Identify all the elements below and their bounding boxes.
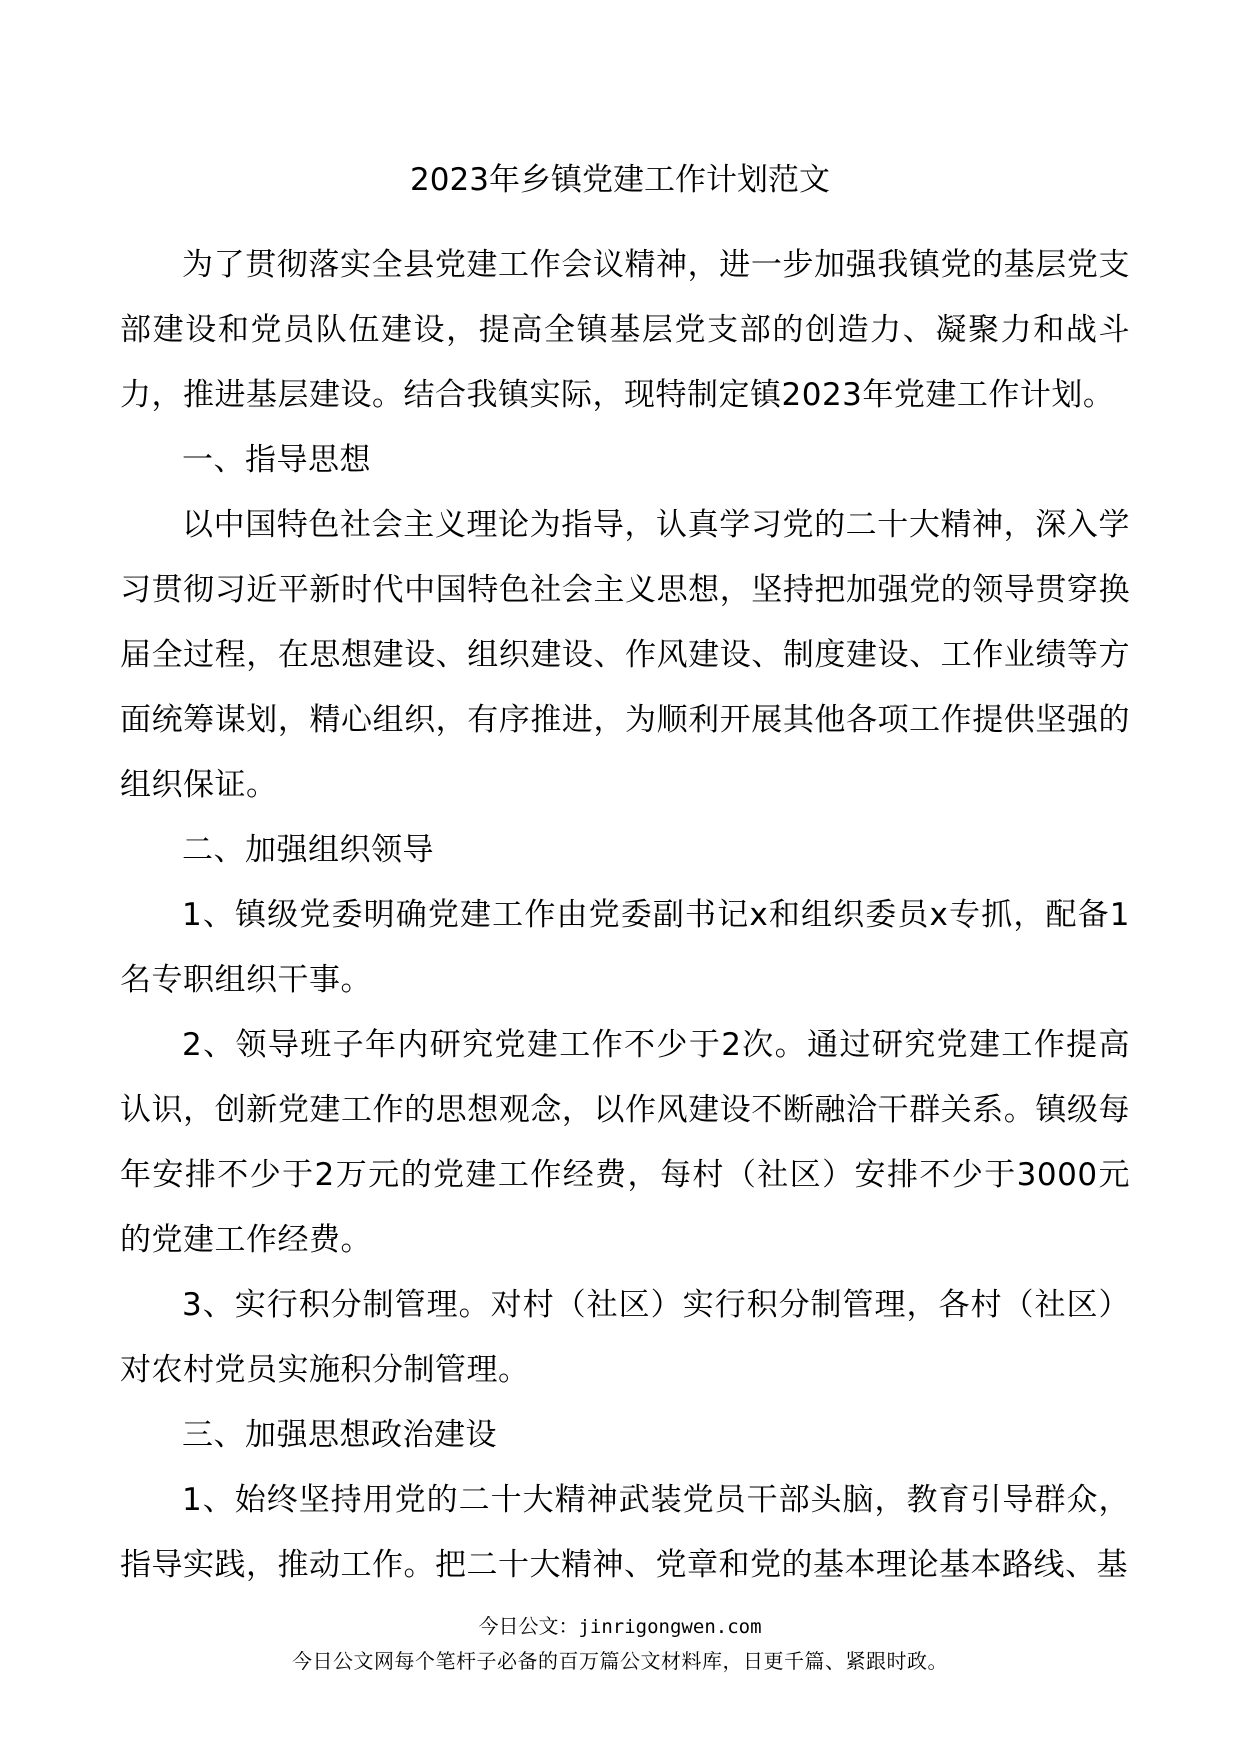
footer-source-link[interactable]: jinrigongwen.com [578, 1616, 762, 1638]
leadership-item-1: 1、镇级党委明确党建工作由党委副书记x和组织委员x专抓，配备1名专职组织干事。 [120, 897, 1130, 998]
ideological-item-1: 1、始终坚持用党的二十大精神武装党员干部头脑，教育引导群众，指导实践，推动工作。把二十大精神、党章和党的基本理论基本路线、基 [120, 1482, 1130, 1583]
section-heading-organizational-leadership: 二、加强组织领导 [182, 832, 434, 868]
footer-tagline: 今日公文网每个笔杆子必备的百万篇公文材料库，日更千篇、紧跟时政。 [292, 1649, 948, 1673]
guiding-thought-paragraph: 以中国特色社会主义理论为指导，认真学习党的二十大精神，深入学习贯彻习近平新时代中国特色社会主义思想，坚持把加强党的领导贯穿换届全过程，在思想建设、组织建设、作风建设、制度建设、工作业绩等方面统筹谋划，精心组织，有序推进，为顺利开展其他各项工作提供坚强的组织保证。 [120, 507, 1130, 803]
document-body [120, 233, 1130, 1598]
section-heading-ideological-political: 三、加强思想政治建设 [182, 1417, 497, 1453]
document-title: 2023年乡镇党建工作计划范文 [410, 162, 830, 198]
intro-paragraph: 为了贯彻落实全县党建工作会议精神，进一步加强我镇党的基层党支部建设和党员队伍建设，提高全镇基层党支部的创造力、凝聚力和战斗力，推进基层建设。结合我镇实际，现特制定镇2023年党建工作计划。 [120, 247, 1130, 413]
leadership-item-2: 2、领导班子年内研究党建工作不少于2次。通过研究党建工作提高认识，创新党建工作的思想观念，以作风建设不断融洽干群关系。镇级每年安排不少于2万元的党建工作经费，每村（社区）安排不少于3000元的党建工作经费。 [120, 1027, 1130, 1258]
footer-source [0, 1612, 1240, 1641]
section-heading-guiding-thought: 一、指导思想 [182, 442, 371, 478]
footer-source-label: 今日公文： [478, 1614, 579, 1638]
leadership-item-3: 3、实行积分制管理。对村（社区）实行积分制管理，各村（社区）对农村党员实施积分制管理。 [120, 1287, 1130, 1388]
